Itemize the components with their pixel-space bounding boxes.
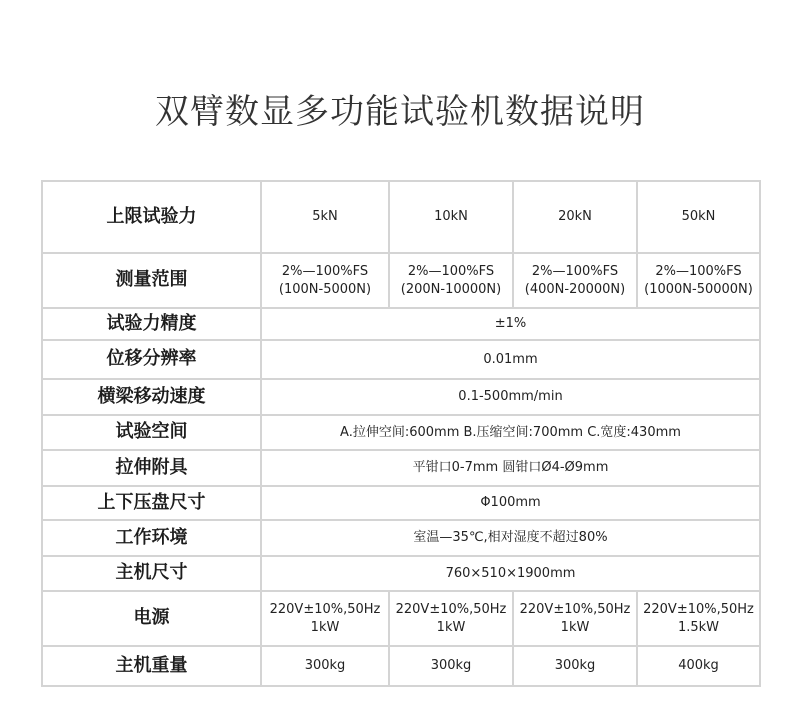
range-cell-50kn	[637, 253, 760, 308]
column-header-20kn: 20kN	[513, 181, 637, 253]
range-cell-10kn	[389, 253, 513, 308]
power-cell-5kn	[261, 591, 389, 646]
range-percent: 2%—100%FS	[407, 263, 495, 279]
spec-table	[41, 180, 761, 687]
table-row-platen	[42, 486, 760, 520]
row-label-resolution: 位移分辨率	[42, 340, 261, 379]
power-wattage: 1kW	[436, 619, 466, 635]
power-cell-50kn	[637, 591, 760, 646]
space-value: A.拉伸空间:600mm B.压缩空间:700mm C.宽度:430mm	[261, 415, 760, 450]
power-wattage: 1kW	[560, 619, 590, 635]
row-label-space: 试验空间	[42, 415, 261, 450]
table-row-range	[42, 253, 760, 308]
row-label-accuracy: 试验力精度	[42, 308, 261, 340]
range-newtons: (200N-10000N)	[400, 281, 502, 297]
table-row-space	[42, 415, 760, 450]
resolution-value: 0.01mm	[261, 340, 760, 379]
table-row-speed	[42, 379, 760, 415]
row-label-size: 主机尺寸	[42, 556, 261, 591]
spec-table-container	[41, 180, 759, 685]
column-header-10kn: 10kN	[389, 181, 513, 253]
size-value: 760×510×1900mm	[261, 556, 760, 591]
power-voltage: 220V±10%,50Hz	[519, 601, 631, 617]
range-cell-5kn	[261, 253, 389, 308]
power-voltage: 220V±10%,50Hz	[269, 601, 381, 617]
page-title: 双臂数显多功能试验机数据说明	[155, 92, 645, 132]
accuracy-value: ±1%	[261, 308, 760, 340]
range-percent: 2%—100%FS	[655, 263, 742, 279]
weight-cell-10kn: 300kg	[389, 646, 513, 686]
row-label-range: 测量范围	[42, 253, 261, 308]
range-percent: 2%—100%FS	[531, 263, 619, 279]
weight-cell-5kn: 300kg	[261, 646, 389, 686]
table-row-resolution	[42, 340, 760, 379]
row-label-power: 电源	[42, 591, 261, 646]
row-label-platen: 上下压盘尺寸	[42, 486, 261, 520]
table-row-power	[42, 591, 760, 646]
range-cell-20kn	[513, 253, 637, 308]
power-cell-20kn	[513, 591, 637, 646]
range-newtons: (1000N-50000N)	[644, 281, 753, 297]
column-header-5kn: 5kN	[261, 181, 389, 253]
range-newtons: (100N-5000N)	[278, 281, 372, 297]
table-row-size	[42, 556, 760, 591]
power-cell-10kn	[389, 591, 513, 646]
weight-cell-50kn: 400kg	[637, 646, 760, 686]
table-row-accuracy	[42, 308, 760, 340]
fixture-value: 平钳口0-7mm 圆钳口Ø4-Ø9mm	[261, 450, 760, 486]
weight-cell-20kn: 300kg	[513, 646, 637, 686]
range-newtons: (400N-20000N)	[524, 281, 626, 297]
platen-value: Φ100mm	[261, 486, 760, 520]
row-label-fixture: 拉伸附具	[42, 450, 261, 486]
power-wattage: 1kW	[310, 619, 340, 635]
power-voltage: 220V±10%,50Hz	[395, 601, 507, 617]
table-row-fixture	[42, 450, 760, 486]
table-row-environment	[42, 520, 760, 556]
column-header-50kn: 50kN	[637, 181, 760, 253]
row-label-speed: 横梁移动速度	[42, 379, 261, 415]
speed-value: 0.1-500mm/min	[261, 379, 760, 415]
power-wattage: 1.5kW	[677, 619, 720, 635]
row-label-max-force: 上限试验力	[42, 181, 261, 253]
power-voltage: 220V±10%,50Hz	[643, 601, 754, 617]
table-row-max-force	[42, 181, 760, 253]
row-label-environment: 工作环境	[42, 520, 261, 556]
range-percent: 2%—100%FS	[281, 263, 369, 279]
table-row-weight	[42, 646, 760, 686]
row-label-weight: 主机重量	[42, 646, 261, 686]
environment-value: 室温—35℃,相对湿度不超过80%	[261, 520, 760, 556]
